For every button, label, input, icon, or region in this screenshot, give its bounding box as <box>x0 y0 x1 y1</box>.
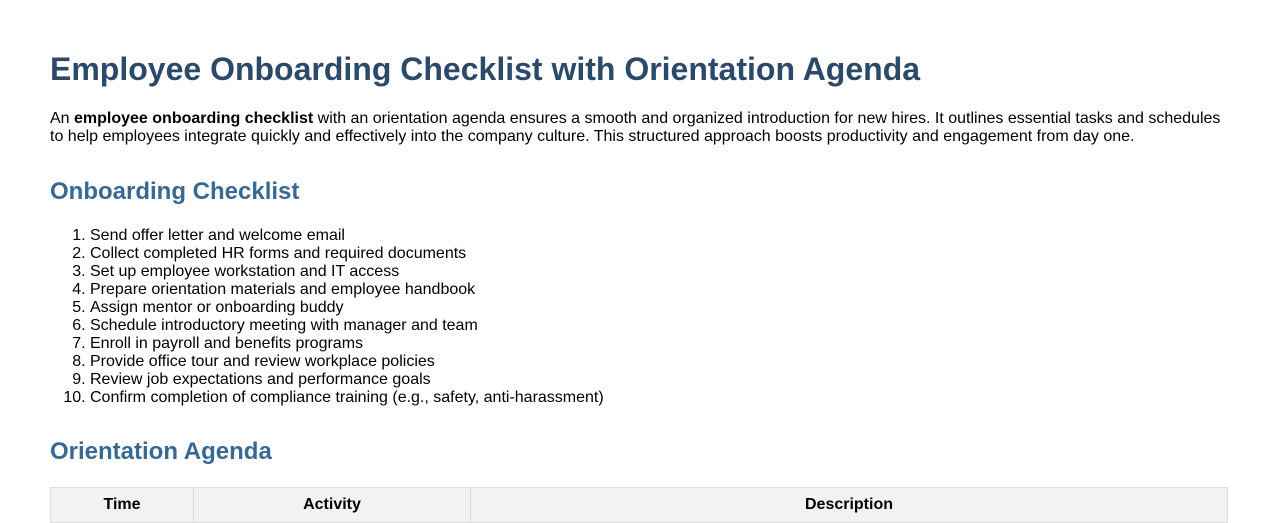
intro-text: An <box>50 110 75 127</box>
intro-bold-term: employee onboarding checklist <box>74 110 314 127</box>
page-title: Employee Onboarding Checklist with Orientation Agenda <box>50 51 921 87</box>
checklist-item: 5. Assign mentor or onboarding buddy <box>90 299 1228 317</box>
checklist-item: 3. Set up employee workstation and IT access <box>90 263 1228 281</box>
agenda-heading: Orientation Agenda <box>50 438 272 465</box>
checklist-heading: Onboarding Checklist <box>50 178 300 205</box>
column-header-description: Description <box>471 488 1228 523</box>
checklist-item: 9. Review job expectations and performance goals <box>90 371 1228 389</box>
checklist-item: 10. Confirm completion of compliance training (e.g., safety, anti-harassment) <box>90 389 1228 407</box>
intro-text-rest: with an orientation agenda ensures a smooth and organized introduction for new hires. It outlines essential tasks and schedules to help employees integrate quickly and effectively into the company culture. This structured approach boosts productivity and engagement from day one. <box>50 110 1221 145</box>
column-header-activity: Activity <box>194 488 471 523</box>
column-header-time: Time <box>51 488 194 523</box>
checklist <box>50 227 1228 407</box>
agenda-table <box>50 487 1228 523</box>
checklist-item: 6. Schedule introductory meeting with manager and team <box>90 317 1228 335</box>
checklist-item: 4. Prepare orientation materials and employee handbook <box>90 281 1228 299</box>
intro-paragraph <box>50 110 1228 146</box>
checklist-item: 8. Provide office tour and review workplace policies <box>90 353 1228 371</box>
checklist-item: 2. Collect completed HR forms and required documents <box>90 245 1228 263</box>
checklist-item: 7. Enroll in payroll and benefits programs <box>90 335 1228 353</box>
checklist-item: 1. Send offer letter and welcome email <box>90 227 1228 245</box>
table-header-row <box>51 488 1228 523</box>
